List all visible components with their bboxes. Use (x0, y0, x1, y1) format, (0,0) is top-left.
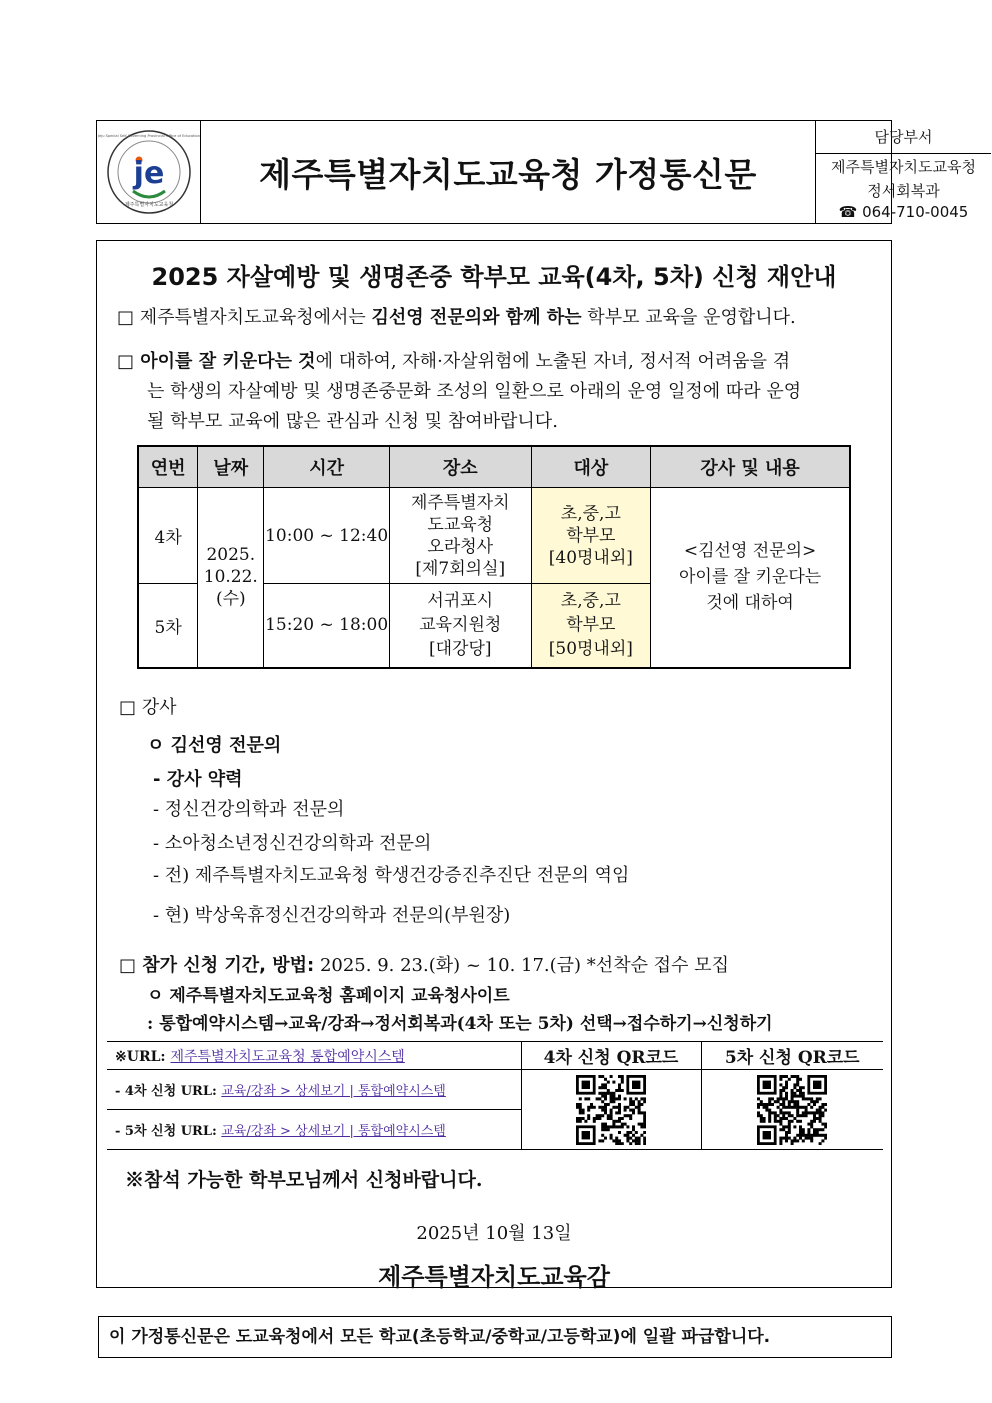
target-line: [50명내외] (548, 639, 633, 660)
logo-ring-text: Jeju Special Self-Governing Provincial Office of Education (97, 134, 201, 138)
apply-dates: 2025. 9. 23.(화) ~ 10. 17.(금) *선착순 접수 모집 (314, 955, 729, 976)
qr-code-4-icon[interactable] (576, 1075, 646, 1145)
url4-label: - 4차 신청 URL: (115, 1084, 222, 1099)
letter-body (96, 240, 892, 1291)
row-target (531, 584, 651, 668)
url5-cell (107, 1110, 521, 1150)
target-line: 초,중,고 (560, 591, 621, 612)
career-item: - 현) 박상욱휴정신건강의학과 전문의(부원장) (153, 905, 511, 926)
url4-row (107, 1070, 883, 1110)
target-line: 학부모 (566, 615, 616, 636)
url-qr-table (107, 1041, 883, 1150)
career-item: - 전) 제주특별자치도교육청 학생건강증진추진단 전문의 역임 (153, 865, 630, 886)
attendance-notice: ※참석 가능한 학부모님께서 신청바랍니다. (125, 1169, 483, 1191)
place-line: 제주특별자치 (410, 492, 510, 513)
session-date (198, 488, 264, 668)
lecturer-heading: □ 강사 (119, 697, 177, 718)
career-heading: - 강사 약력 (153, 769, 243, 790)
row-no: 5차 (138, 584, 198, 668)
content-line: 것에 대하여 (706, 593, 794, 614)
row-place (389, 488, 531, 584)
purpose-bold: □ 아이를 잘 키운다는 것 (117, 351, 316, 372)
place-line: [대강당] (428, 639, 492, 660)
header-place: 장소 (389, 446, 531, 488)
purpose-line-1: 에 대하여, 자해·자살위험에 노출된 자녀, 정서적 어려움을 겪 (315, 351, 791, 372)
target-line: [40명내외] (548, 547, 633, 568)
url-header-row (107, 1042, 883, 1070)
intro-bold: 김선영 전문의와 함께 하는 (371, 307, 582, 328)
schedule-header-row (138, 446, 850, 488)
apply-site: ㅇ 제주특별자치도교육청 홈페이지 교육청사이트 (147, 986, 510, 1006)
date-line: 2025. (206, 545, 256, 566)
target-line: 학부모 (566, 525, 616, 546)
place-line: 교육지원청 (419, 615, 502, 636)
header-date: 날짜 (198, 446, 264, 488)
department-org: 제주특별자치도교육청 (831, 158, 976, 176)
url5-link[interactable]: 교육/강좌 > 상세보기 | 통합예약시스템 (221, 1124, 446, 1139)
education-office-logo (97, 121, 201, 223)
department-phone: ☎ 064-710-0045 (838, 203, 969, 221)
qr5-cell (701, 1070, 883, 1150)
logo-text: je (133, 156, 165, 191)
issue-date: 2025년 10월 13일 (416, 1223, 572, 1244)
place-line: [제7회의실] (415, 558, 506, 579)
date-line: (수) (215, 589, 246, 610)
qr5-label: 5차 신청 QR코드 (701, 1042, 883, 1070)
qr4-label: 4차 신청 QR코드 (521, 1042, 701, 1070)
department-box (815, 121, 991, 223)
header-target: 대상 (531, 446, 651, 488)
content-line: <김선영 전문의> (683, 541, 817, 562)
lecturer-name: ㅇ 김선영 전문의 (147, 735, 282, 756)
career-item: - 정신건강의학과 전문의 (153, 799, 345, 820)
letter-header (96, 120, 976, 224)
url4-cell (107, 1070, 521, 1110)
place-line: 오라청사 (427, 536, 494, 557)
purpose-line-3: 될 학부모 교육에 많은 관심과 신청 및 참여바랍니다. (147, 411, 558, 432)
target-line: 초,중,고 (560, 503, 621, 524)
row-place (389, 584, 531, 668)
row-no: 4차 (138, 488, 198, 584)
intro-pre: □ 제주특별자치도교육청에서는 (117, 307, 372, 328)
date-line: 10.22. (203, 567, 258, 588)
issuer-signature: 제주특별자치도교육감 (378, 1262, 610, 1291)
url5-label: - 5차 신청 URL: (115, 1124, 222, 1139)
career-item: - 소아청소년정신건강의학과 전문의 (153, 833, 432, 854)
place-line: 서귀포시 (427, 591, 494, 612)
row-target (531, 488, 651, 584)
table-row (138, 488, 850, 584)
header-content: 강사 및 내용 (651, 446, 850, 488)
row-time: 15:20 ~ 18:00 (264, 584, 390, 668)
reservation-system-link[interactable]: 제주특별자치도교육청 통합예약시스템 (170, 1048, 405, 1065)
qr4-cell (521, 1070, 701, 1150)
qr-code-5-icon[interactable] (757, 1075, 827, 1145)
place-line: 도교육청 (427, 514, 494, 535)
content-line: 아이를 잘 키운다는 (678, 567, 822, 588)
intro-post: 학부모 교육을 운영합니다. (581, 307, 796, 328)
row-time: 10:00 ~ 12:40 (264, 488, 390, 584)
apply-period (119, 951, 729, 981)
distribution-note: 이 가정통신문은 도교육청에서 모든 학교(초등학교/중학교/고등학교)에 일괄 파급합니다. (98, 1316, 892, 1358)
session-content (651, 488, 850, 668)
intro-paragraph (117, 303, 796, 333)
purpose-line-2: 는 학생의 자살예방 및 생명존중문화 조성의 일환으로 아래의 운영 일정에 따라 운영 (147, 381, 802, 402)
document-title: 2025 자살예방 및 생명존중 학부모 교육(4차, 5차) 신청 재안내 (151, 263, 837, 291)
letter-title: 제주특별자치도교육청 가정통신문 (259, 154, 757, 194)
url4-link[interactable]: 교육/강좌 > 상세보기 | 통합예약시스템 (221, 1084, 446, 1099)
department-division: 정서회복과 (867, 182, 940, 200)
main-url-cell (107, 1042, 521, 1070)
apply-path: : 통합예약시스템→교육/강좌→정서회복과(4차 또는 5차) 선택→접수하기→신청하기 (147, 1014, 773, 1034)
purpose-paragraph (117, 347, 877, 437)
main-url-label: ※URL: (115, 1048, 171, 1065)
logo-bottom-text: 제주특별자치도교육청 (124, 202, 174, 208)
logo-cell (97, 121, 201, 223)
header-no: 연번 (138, 446, 198, 488)
department-label: 담당부서 (816, 121, 991, 154)
apply-label: □ 참가 신청 기간, 방법: (119, 955, 315, 976)
header-time: 시간 (264, 446, 390, 488)
schedule-table (137, 445, 851, 669)
